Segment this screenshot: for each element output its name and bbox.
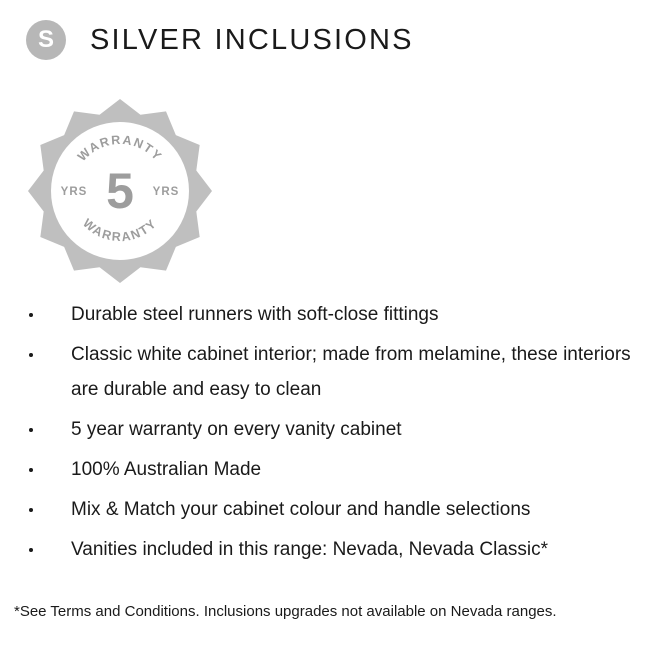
inclusions-list bbox=[0, 297, 645, 572]
seal-right-unit: YRS bbox=[152, 186, 180, 198]
seal-number: 5 bbox=[106, 163, 134, 219]
warranty-seal-icon bbox=[27, 98, 213, 284]
footnote: *See Terms and Conditions. Inclusions upgrades not available on Nevada ranges. bbox=[14, 603, 557, 620]
list-item bbox=[0, 412, 645, 447]
bullet-dot-icon bbox=[29, 353, 33, 357]
inclusion-text: Classic white cabinet interior; made from melamine, these interiors are durable and easy to clean bbox=[71, 344, 631, 400]
list-item bbox=[0, 337, 645, 407]
list-item bbox=[0, 492, 645, 527]
bullet-dot-icon bbox=[29, 508, 33, 512]
list-item bbox=[0, 452, 645, 487]
seal-bottom-text: WARRANTY bbox=[80, 215, 160, 245]
inclusion-text: 5 year warranty on every vanity cabinet bbox=[71, 419, 402, 440]
inclusion-text: Mix & Match your cabinet colour and handle selections bbox=[71, 499, 531, 520]
bullet-dot-icon bbox=[29, 548, 33, 552]
header bbox=[26, 20, 414, 60]
list-item bbox=[0, 532, 645, 567]
tier-letter: S bbox=[37, 26, 54, 53]
seal-left-unit: YRS bbox=[60, 186, 88, 198]
inclusion-text: Vanities included in this range: Nevada, Nevada Classic* bbox=[71, 539, 549, 560]
bullet-dot-icon bbox=[29, 428, 33, 432]
bullet-dot-icon bbox=[29, 313, 33, 317]
seal-top-text: WARRANTY bbox=[75, 132, 166, 164]
page-title: SILVER INCLUSIONS bbox=[90, 23, 414, 56]
inclusion-text: Durable steel runners with soft-close fittings bbox=[71, 304, 439, 325]
silver-tier-badge-icon bbox=[26, 20, 66, 60]
list-item bbox=[0, 297, 645, 332]
bullet-dot-icon bbox=[29, 468, 33, 472]
inclusion-text: 100% Australian Made bbox=[71, 459, 262, 480]
